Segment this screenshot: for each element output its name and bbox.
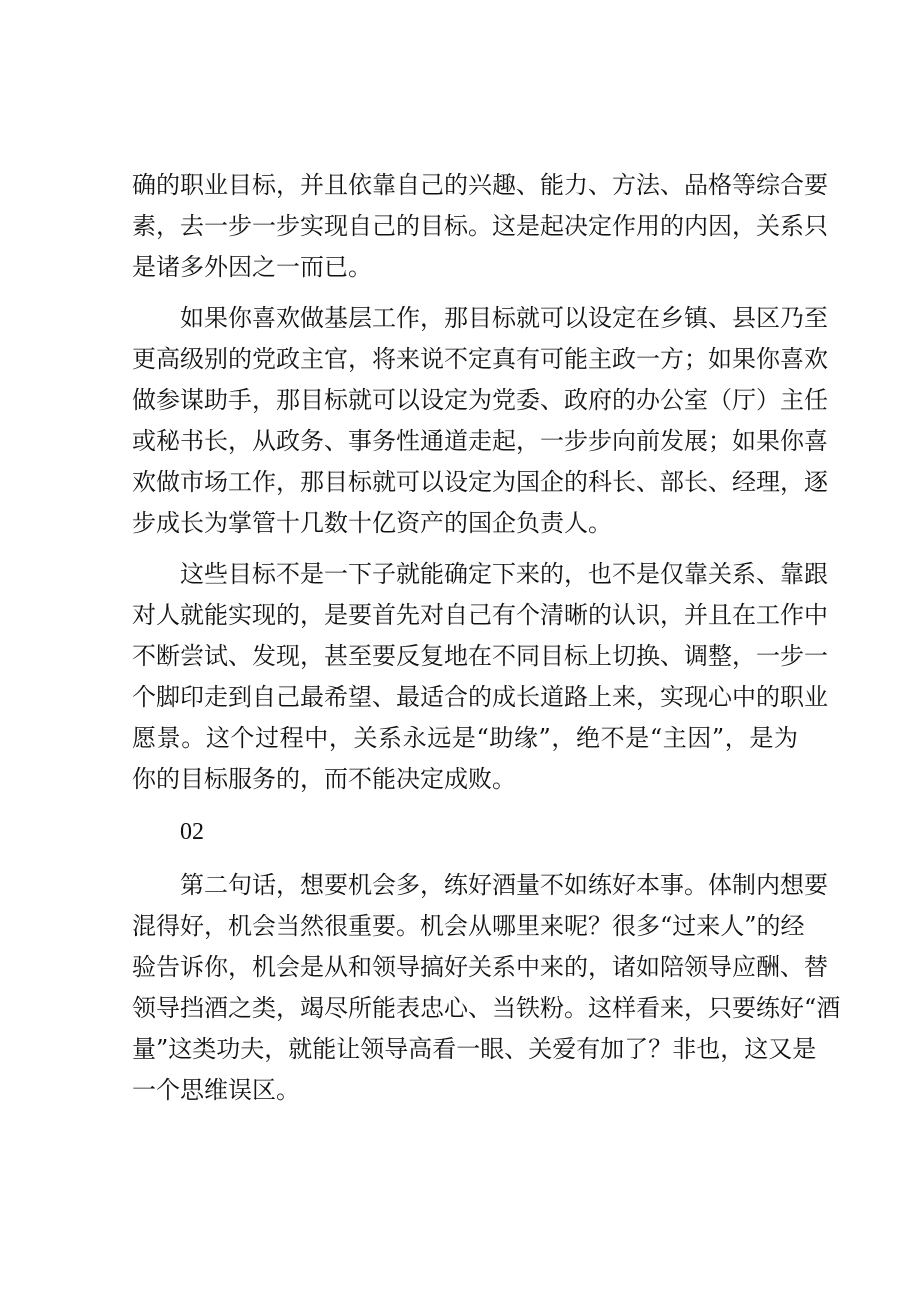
text-line: 第二句话，想要机会多，练好酒量不如练好本事。体制内想要 [180,871,828,899]
text-line: 这些目标不是一下子就能确定下来的，也不是仅靠关系、靠跟 [180,560,828,588]
paragraph-4 [132,865,841,1111]
text-line: 量”这类功夫，就能让领导高看一眼、关爱有加了？非也，这又是 [132,1035,817,1063]
paragraph-3 [132,554,828,800]
text-line: 是诸多外因之一而已。 [132,253,372,281]
text-line: 欢做市场工作，那目标就可以设定为国企的科长、部长、经理，逐 [132,468,828,496]
text-line: 个脚印走到自己最希望、最适合的成长道路上来，实现心中的职业 [132,683,828,711]
paragraph-1 [132,165,828,288]
text-line: 不断尝试、发现，甚至要反复地在不同目标上切换、调整，一步一 [132,642,828,670]
text-line: 对人就能实现的，是要首先对自己有个清晰的认识，并且在工作中 [132,601,828,629]
text-line: 或秘书长，从政务、事务性通道走起，一步步向前发展；如果你喜 [132,427,828,455]
text-line: 一个思维误区。 [132,1076,300,1104]
text-line: 确的职业目标，并且依靠自己的兴趣、能力、方法、品格等综合要 [132,171,828,199]
section-heading [132,812,798,853]
text-line: 验告诉你，机会是从和领导搞好关系中来的，诸如陪领导应酬、替 [132,953,828,981]
text-line: 素，去一步一步实现自己的目标。这是起决定作用的内因，关系只 [132,212,828,240]
paragraph-2 [132,298,828,544]
text-line: 更高级别的党政主官，将来说不定真有可能主政一方；如果你喜欢 [132,345,828,373]
text-line: 领导挡酒之类，竭尽所能表忠心、当铁粉。这样看来，只要练好“酒 [132,994,841,1022]
text-line: 愿景。这个过程中，关系永远是“助缘”，绝不是“主因”，是为 [132,724,798,752]
section-number: 02 [180,819,204,845]
text-line: 你的目标服务的，而不能决定成败。 [132,765,516,793]
text-line: 步成长为掌管十几数十亿资产的国企负责人。 [132,509,612,537]
text-line: 做参谋助手，那目标就可以设定为党委、政府的办公室（厅）主任 [132,386,828,414]
document-body [132,165,841,1121]
text-line: 混得好，机会当然很重要。机会从哪里来呢？很多“过来人”的经 [132,912,805,940]
text-line: 如果你喜欢做基层工作，那目标就可以设定在乡镇、县区乃至 [180,304,828,332]
